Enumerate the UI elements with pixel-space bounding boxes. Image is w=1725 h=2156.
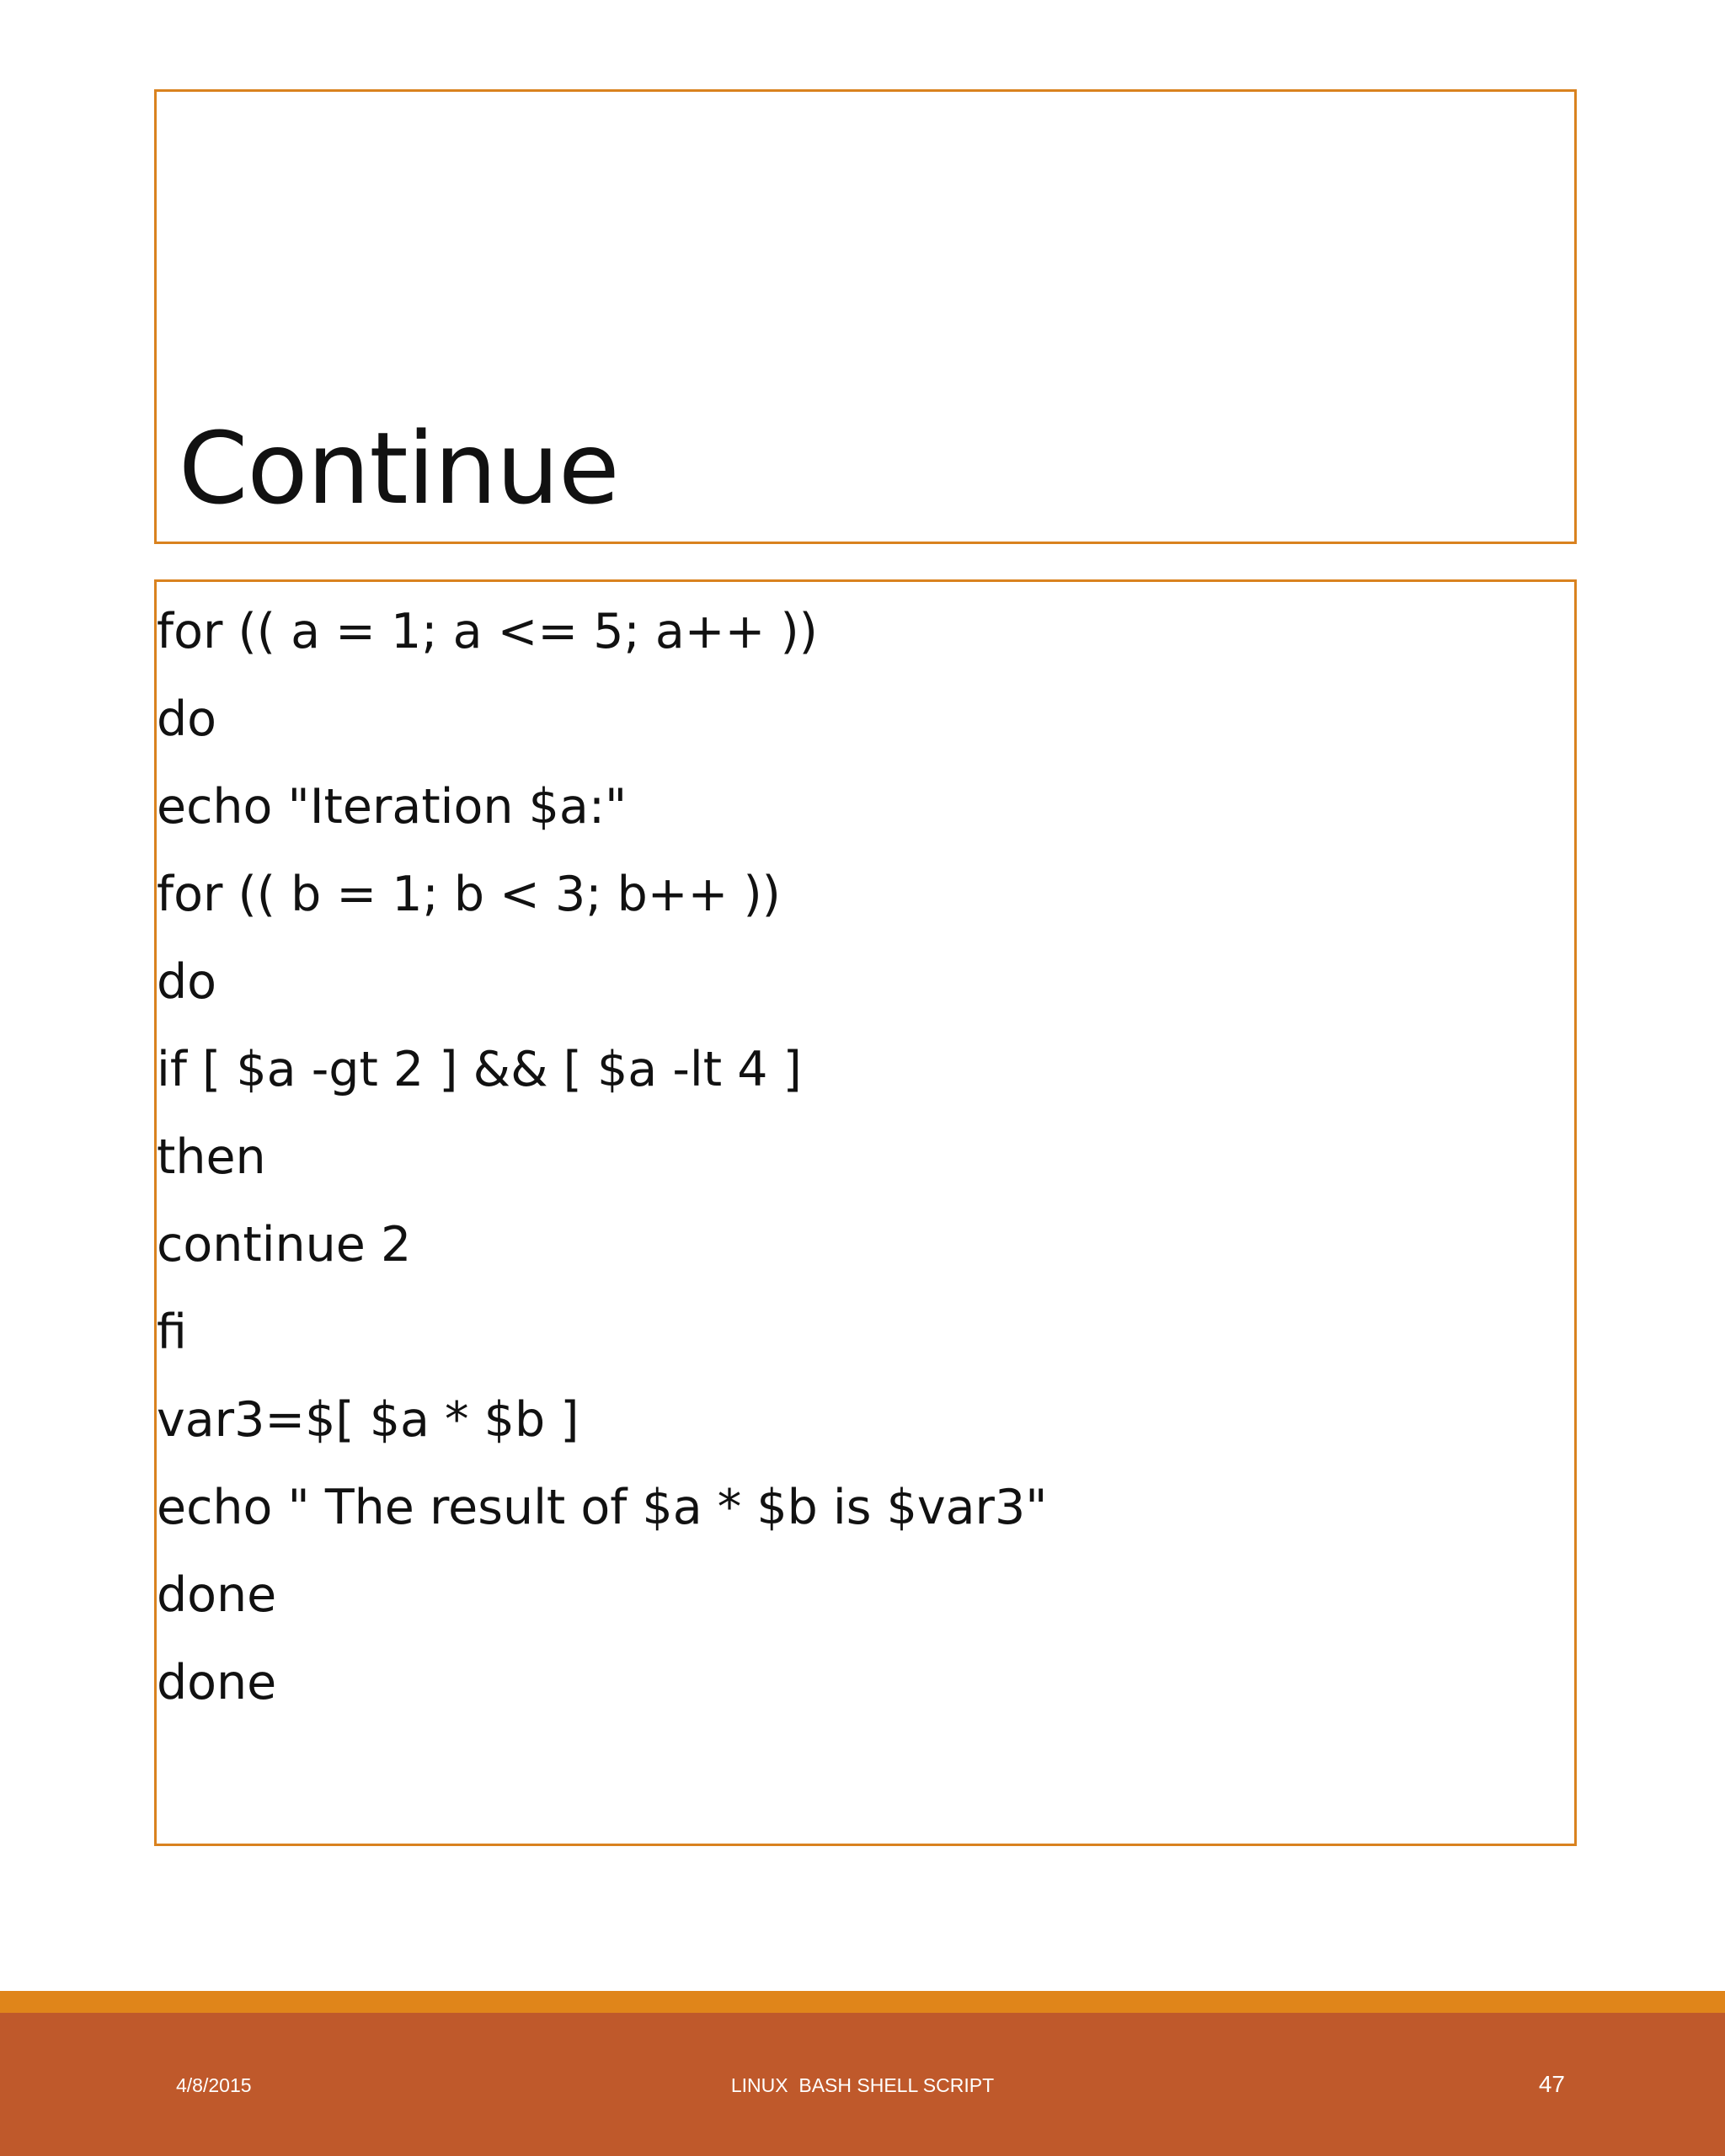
- code-line: for (( a = 1; a <= 5; a++ )): [157, 604, 818, 659]
- code-line: fi: [157, 1305, 187, 1360]
- code-block: [157, 588, 1047, 1726]
- code-line: then: [157, 1129, 266, 1185]
- code-line: var3=$[ $a * $b ]: [157, 1392, 579, 1448]
- code-line: done: [157, 1655, 277, 1710]
- code-line: continue 2: [157, 1217, 412, 1273]
- code-line: if [ $a -gt 2 ] && [ $a -lt 4 ]: [157, 1042, 802, 1097]
- footer-title: LINUX BASH SHELL SCRIPT: [730, 2074, 995, 2096]
- code-line: echo "Iteration $a:": [157, 779, 628, 835]
- footer-date: 4/8/2015: [176, 2074, 252, 2096]
- title-placeholder: [154, 89, 1577, 544]
- code-line: do: [157, 954, 217, 1010]
- code-line: done: [157, 1567, 277, 1623]
- content-placeholder: [154, 579, 1577, 1846]
- code-line: do: [157, 691, 217, 747]
- code-line: echo " The result of $a * $b is $var3": [157, 1480, 1048, 1535]
- footer-accent-stripe: [0, 1991, 1725, 2013]
- slide-title: Continue: [179, 410, 619, 526]
- code-line: for (( b = 1; b < 3; b++ )): [157, 867, 781, 922]
- page-number: 47: [1538, 2071, 1565, 2097]
